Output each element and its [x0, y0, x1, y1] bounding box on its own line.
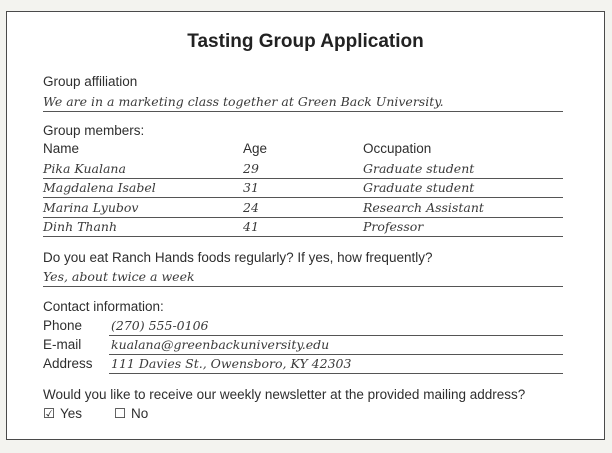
member-name[interactable]: Magdalena Isabel: [43, 180, 156, 195]
form-title: Tasting Group Application: [187, 31, 424, 52]
frequency-line: [43, 286, 563, 287]
no-label: No: [131, 406, 149, 421]
newsletter-question: Would you like to receive our weekly newsletter at the provided mailing address?: [43, 387, 526, 402]
member-occupation[interactable]: Graduate student: [363, 180, 475, 195]
email-field[interactable]: kualana@greenbackuniversity.edu: [111, 337, 330, 352]
address-label: Address: [43, 356, 93, 371]
member-row-line: [43, 197, 563, 198]
yes-label: Yes: [60, 406, 83, 421]
member-age[interactable]: 41: [243, 219, 259, 234]
member-row-line: [43, 217, 563, 218]
member-age[interactable]: 24: [243, 200, 259, 215]
phone-label: Phone: [43, 318, 83, 333]
member-age[interactable]: 29: [243, 161, 259, 176]
frequency-answer[interactable]: Yes, about twice a week: [43, 269, 195, 284]
affiliation-label: Group affiliation: [43, 74, 138, 89]
frequency-question: Do you eat Ranch Hands foods regularly? If yes, how frequently?: [43, 250, 433, 265]
application-form: [6, 11, 605, 440]
member-age[interactable]: 31: [243, 180, 259, 195]
member-name[interactable]: Pika Kualana: [43, 161, 126, 176]
address-line: [109, 373, 563, 374]
email-line: [109, 354, 563, 355]
affiliation-value[interactable]: We are in a marketing class together at Green Back University.: [43, 94, 444, 109]
occupation-header: Occupation: [363, 141, 432, 156]
member-occupation[interactable]: Professor: [363, 219, 424, 234]
age-header: Age: [243, 141, 268, 156]
member-occupation[interactable]: Graduate student: [363, 161, 475, 176]
yes-checkbox[interactable]: ☑: [43, 406, 56, 421]
phone-field[interactable]: (270) 555-0106: [111, 318, 209, 333]
phone-line: [109, 335, 563, 336]
member-row-line: [43, 236, 563, 237]
member-name[interactable]: Dinh Thanh: [43, 219, 118, 234]
member-row-line: [43, 178, 563, 179]
address-field[interactable]: 111 Davies St., Owensboro, KY 42303: [111, 356, 352, 371]
members-label: Group members:: [43, 123, 145, 138]
no-checkbox[interactable]: ☐: [114, 406, 127, 421]
name-header: Name: [43, 141, 80, 156]
member-name[interactable]: Marina Lyubov: [43, 200, 139, 215]
contact-label: Contact information:: [43, 299, 164, 314]
affiliation-line: [43, 111, 563, 112]
email-label: E-mail: [43, 337, 82, 352]
member-occupation[interactable]: Research Assistant: [363, 200, 484, 215]
